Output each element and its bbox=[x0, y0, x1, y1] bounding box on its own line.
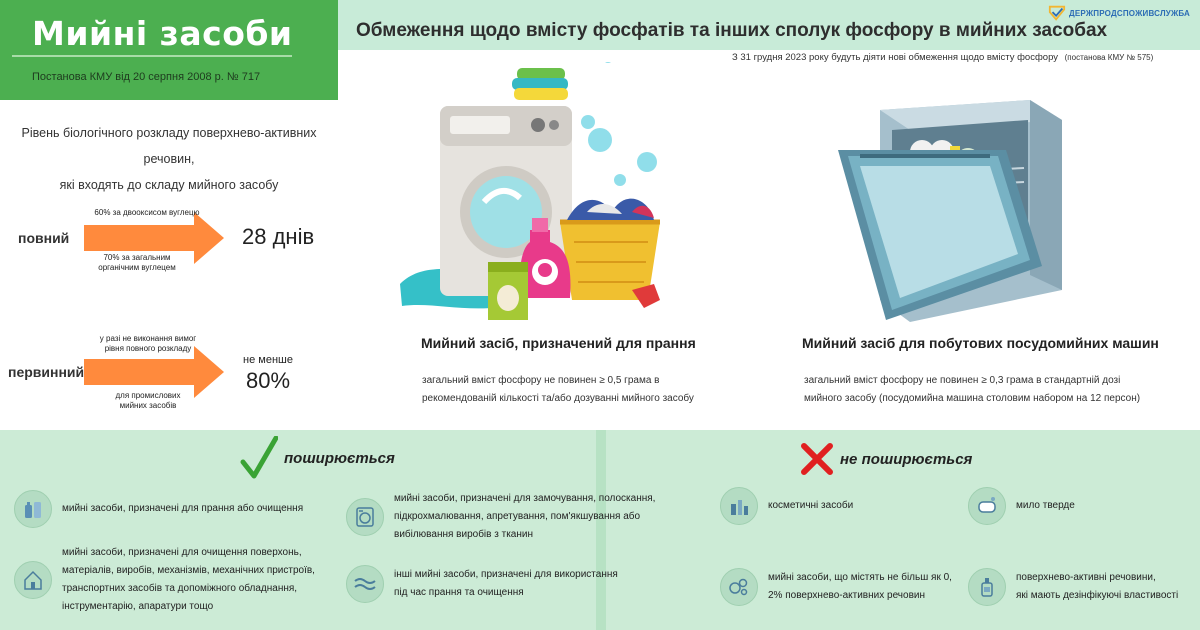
applies-item-3 bbox=[14, 544, 315, 616]
not-applies-item-3-text bbox=[768, 569, 952, 605]
applies-label: поширюється bbox=[284, 449, 395, 467]
dishwasher-card-text-line2: мийного засобу (посудомийна машина столовим набором на 12 персон) bbox=[804, 393, 1141, 404]
full-degradation-label: повний bbox=[18, 230, 70, 246]
decree-reference: Постанова КМУ від 20 серпня 2008 р. № 717 bbox=[32, 71, 261, 83]
page-title: Мийні засоби bbox=[32, 14, 293, 53]
checkmark-icon bbox=[240, 436, 278, 480]
applies-item-3-line2: матеріалів, виробів, механізмів, механічних пристроїв, bbox=[62, 565, 315, 576]
header-title-block bbox=[0, 0, 338, 100]
full-degradation-note-bottom bbox=[82, 253, 192, 273]
full-degradation-note-top: 60% за двооксисом вуглецю bbox=[94, 208, 200, 217]
not-applies-item-4-line2: які мають дезінфікуючі властивості bbox=[1016, 590, 1179, 601]
not-applies-item-1-line1: косметичні засоби bbox=[768, 500, 854, 511]
not-applies-item-2-text bbox=[1016, 497, 1075, 515]
new-restrictions-text: З 31 грудня 2023 року будуть діяти нові обмеження щодо вмісту фосфору bbox=[732, 52, 1058, 63]
applies-item-4-text bbox=[394, 566, 618, 602]
not-applies-item-1 bbox=[720, 487, 853, 525]
not-applies-item-4-text bbox=[1016, 569, 1178, 605]
primary-degradation-note-top-line2: рівня повного розкладу bbox=[104, 344, 192, 353]
laundry-card-text bbox=[422, 372, 694, 408]
applies-item-2-line1: мийні засоби, призначені для замочування, полоскання, bbox=[394, 493, 656, 504]
dishwasher-illustration bbox=[830, 90, 1070, 330]
dishwasher-card-text bbox=[804, 372, 1140, 408]
applies-item-1-line1: мийні засоби, призначені для прання або очищення bbox=[62, 503, 304, 514]
laundry-card-text-line1: загальний вміст фосфору не повинен ≥ 0,5 грама в bbox=[422, 375, 660, 386]
not-applies-item-4-line1: поверхнево-активні речовини, bbox=[1016, 572, 1156, 583]
not-applies-item-2-line1: мило тверде bbox=[1016, 500, 1075, 511]
new-restrictions-note bbox=[732, 52, 1153, 63]
applies-heading bbox=[240, 436, 395, 480]
agency-logo-text: ДЕРЖПРОДСПОЖИВСЛУЖБА bbox=[1068, 8, 1190, 18]
applies-item-2-line3: вибілювання виробів з тканин bbox=[394, 529, 533, 540]
disinfectant-bottle-icon bbox=[968, 568, 1006, 606]
bubbles-icon bbox=[720, 568, 758, 606]
not-applies-item-4 bbox=[968, 568, 1178, 606]
main-title-band bbox=[338, 0, 1200, 50]
not-applies-heading bbox=[800, 442, 972, 476]
applies-item-4-line1: інші мийні засоби, призначені для використання bbox=[394, 569, 618, 580]
cross-icon bbox=[800, 442, 834, 476]
applies-item-1-text bbox=[62, 500, 303, 518]
primary-degradation-min-label: не менше bbox=[243, 354, 293, 366]
house-cleaning-icon bbox=[14, 561, 52, 599]
full-degradation-note-bottom-line2: органічним вуглецем bbox=[98, 263, 176, 272]
water-waves-icon bbox=[346, 565, 384, 603]
dishwasher-card-title: Мийний засіб для побутових посудомийних машин bbox=[802, 335, 1159, 351]
not-applies-item-3 bbox=[720, 568, 952, 606]
agency-logo bbox=[1048, 4, 1190, 22]
applies-item-3-line1: мийні засоби, призначені для очищення поверхонь, bbox=[62, 547, 302, 558]
title-divider bbox=[12, 55, 292, 57]
not-applies-item-3-line2: 2% поверхнево-активних речовин bbox=[768, 590, 925, 601]
primary-degradation-value: 80% bbox=[246, 368, 291, 393]
full-degradation-value: 28 днів bbox=[242, 224, 315, 249]
cosmetics-icon bbox=[720, 487, 758, 525]
applies-item-3-line3: транспортних засобів та допоміжного обладнання, bbox=[62, 583, 298, 594]
biodegradation-heading bbox=[0, 120, 338, 198]
detergent-bottles-icon bbox=[14, 490, 52, 528]
soap-bar-icon bbox=[968, 487, 1006, 525]
full-degradation-note-bottom-line1: 70% за загальним bbox=[103, 253, 171, 262]
primary-degradation-label: первинний bbox=[8, 364, 85, 380]
main-title: Обмеження щодо вмісту фосфатів та інших сполук фосфору в мийних засобах bbox=[356, 20, 1108, 41]
not-applies-item-1-text bbox=[768, 497, 853, 515]
applies-item-1 bbox=[14, 490, 303, 528]
laundry-card-text-line2: рекомендованій кількості та/або дозуванні мийного засобу bbox=[422, 393, 694, 404]
applies-item-3-text bbox=[62, 544, 315, 616]
applies-item-2 bbox=[346, 490, 655, 544]
biodegradation-heading-line2: які входять до складу мийного засобу bbox=[59, 178, 279, 192]
dishwasher-card-text-line1: загальний вміст фосфору не повинен ≥ 0,3 грама в стандартній дозі bbox=[804, 375, 1121, 386]
new-restrictions-decree: (постанова КМУ № 575) bbox=[1064, 53, 1154, 62]
laundry-illustration bbox=[392, 62, 692, 327]
agency-logo-icon bbox=[1048, 4, 1066, 22]
applies-item-4 bbox=[346, 565, 618, 603]
primary-degradation-note-bottom-line1: для промислових bbox=[115, 391, 181, 400]
biodegradation-heading-line1: Рівень біологічного розкладу поверхнево-активних речовин, bbox=[21, 126, 317, 166]
laundry-card-title: Мийний засіб, призначений для прання bbox=[421, 335, 696, 351]
not-applies-item-3-line1: мийні засоби, що містять не більш як 0, bbox=[768, 572, 952, 583]
applies-item-4-line2: під час прання та очищення bbox=[394, 587, 524, 598]
primary-degradation-note-top-line1: у разі не виконання вимог bbox=[99, 334, 197, 343]
not-applies-label: не поширюється bbox=[840, 450, 973, 468]
applies-item-2-text bbox=[394, 490, 655, 544]
applies-item-2-line2: підкрохмалювання, апретування, пом'якшування або bbox=[394, 511, 641, 522]
primary-degradation-note-top bbox=[88, 334, 208, 354]
washing-machine-icon bbox=[346, 498, 384, 536]
primary-degradation-note-bottom bbox=[88, 391, 208, 411]
primary-degradation-note-bottom-line2: мийних засобів bbox=[119, 401, 177, 410]
not-applies-item-2 bbox=[968, 487, 1075, 525]
applies-item-3-line4: інструментарію, апаратури тощо bbox=[62, 601, 214, 612]
